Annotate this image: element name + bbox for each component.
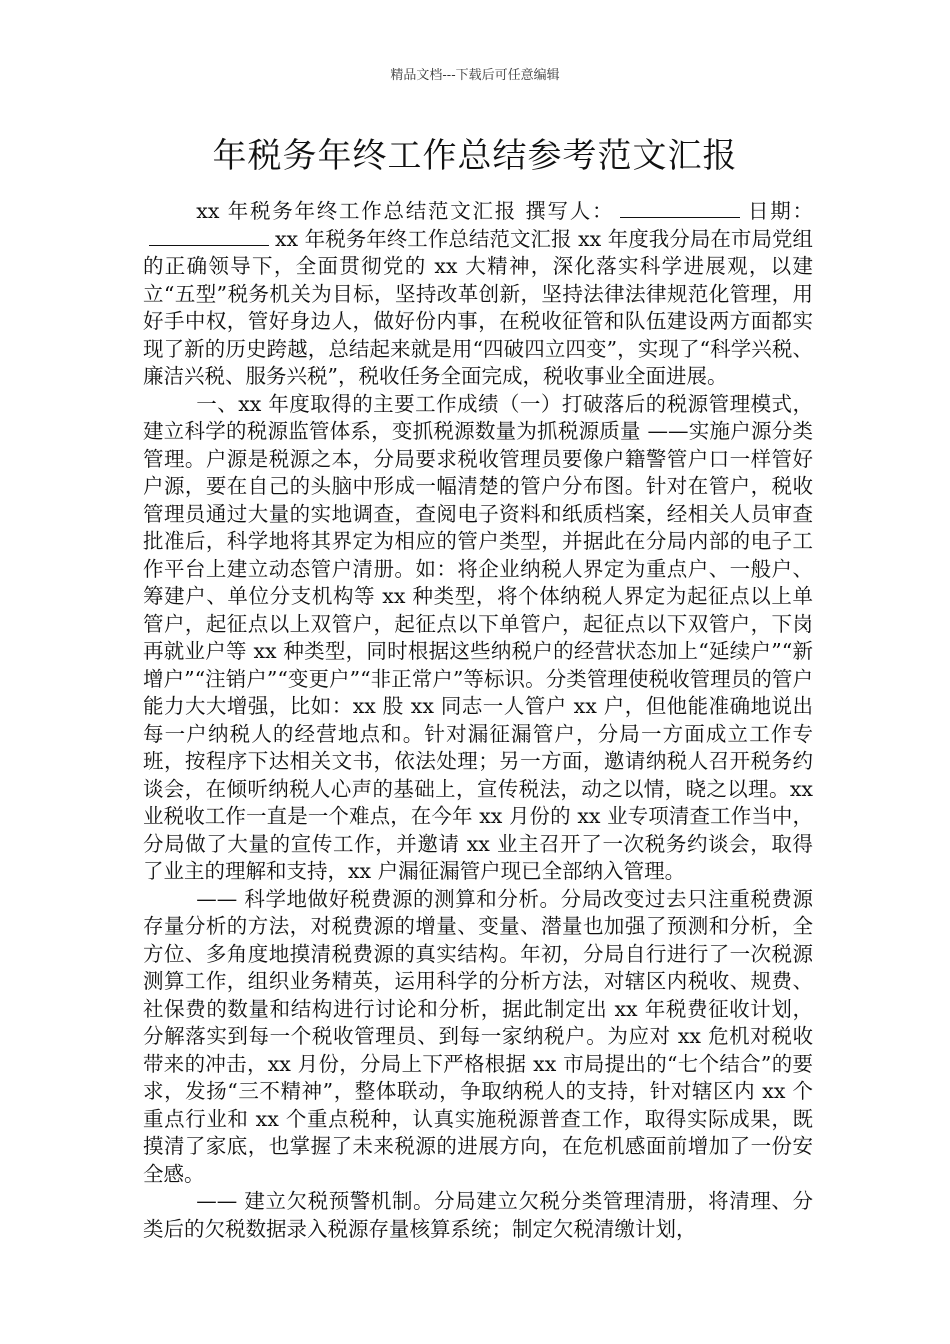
intro-paragraph — [143, 198, 813, 391]
document-body — [143, 198, 813, 1243]
paragraph-2: —— 科学地做好税费源的测算和分析。分局改变过去只注重税费源存量分析的方法，对税费源的增量、变量、潜量也加强了预测和分析，全方位、多角度地摸清税费源的真实结构。年初，分局自行进行了一次税源测算工作，组织业务精英，运用科学的分析方法，对辖区内税收、规费、社保费的数量和结构进行讨论和分析，据此制定出 xx 年税费征收计划，分解落实到每一个税收管理员、到每一家纳税户。为应对 xx 危机对税收带来的冲击，xx 月份，分局上下严格根据 xx 市局提出的“七个结合”的要求，发扬“三不精神”，整体联动，争取纳税人的支持，针对辖区内 xx 个重点行业和 xx 个重点税种，认真实施税源普查工作，取得实际成果，既摸清了家底，也掌握了未来税源的进展方向，在危机感面前增加了一份安全感。 — [143, 886, 813, 1186]
paragraph-3: —— 建立欠税预警机制。分局建立欠税分类管理清册，将清理、分类后的欠税数据录入税源存量核算系统；制定欠税清缴计划， — [143, 1189, 813, 1241]
intro-lead: xx 年税务年终工作总结范文汇报 撰写人： — [196, 199, 615, 223]
header-note: 精品文档---下载后可任意编辑 — [390, 68, 560, 83]
intro-text: xx 年税务年终工作总结范文汇报 xx 年度我分局在市局党组的正确领导下，全面贯彻党的 xx 大精神，深化落实科学进展观，以建立“五型”税务机关为目标，坚持改革创新，坚持法律法律规范化管理，用好手中权，管好身边人，做好份内事，在税收征管和队伍建设两方面都实现了新的历史跨越，总结起来就是用“四破四立四变”，实现了“科学兴税、廉洁兴税、服务兴税”，税收任务全面完成，税收事业全面进展。 — [143, 226, 813, 388]
date-label: 日期： — [746, 199, 814, 223]
date-blank — [149, 227, 269, 246]
document-title: 年税务年终工作总结参考范文汇报 — [212, 136, 738, 176]
paragraph-1: 一、xx 年度取得的主要工作成绩（一）打破落后的税源管理模式，建立科学的税源监管体系，变抓税源数量为抓税源质量 ——实施户源分类管理。户源是税源之本，分局要求税收管理员要像户籍警管户口一样管好户源，要在自己的头脑中形成一幅清楚的管户分布图。针对在管户，税收管理员通过大量的实地调查，查阅电子资料和纸质档案，经相关人员审查批准后，科学地将其界定为相应的管户类型，并据此在分局内部的电子工作平台上建立动态管户清册。如：将企业纳税人界定为重点户、一般户、筹建户、单位分支机构等 xx 种类型，将个体纳税人界定为起征点以上单管户，起征点以上双管户，起征点以下单管户，起征点以下双管户，下岗再就业户等 xx 种类型，同时根据这些纳税户的经营状态加上“延续户”“新增户”“注销户”“变更户”“非正常户”等标识。分类管理使税收管理员的管户能力大大增强，比如：xx 股 xx 同志一人管户 xx 户，但他能准确地说出每一户纳税人的经营地点和。针对漏征漏管户，分局一方面成立工作专班，按程序下达相关文书，依法处理；另一方面，邀请纳税人召开税务约谈会，在倾听纳税人心声的基础上，宣传税法，动之以情，晓之以理。xx 业税收工作一直是一个难点，在今年 xx 月份的 xx 业专项清查工作当中，分局做了大量的宣传工作，并邀请 xx 业主召开了一次税务约谈会，取得了业主的理解和支持，xx 户漏征漏管户现已全部纳入管理。 — [143, 391, 813, 883]
author-blank — [620, 199, 740, 218]
